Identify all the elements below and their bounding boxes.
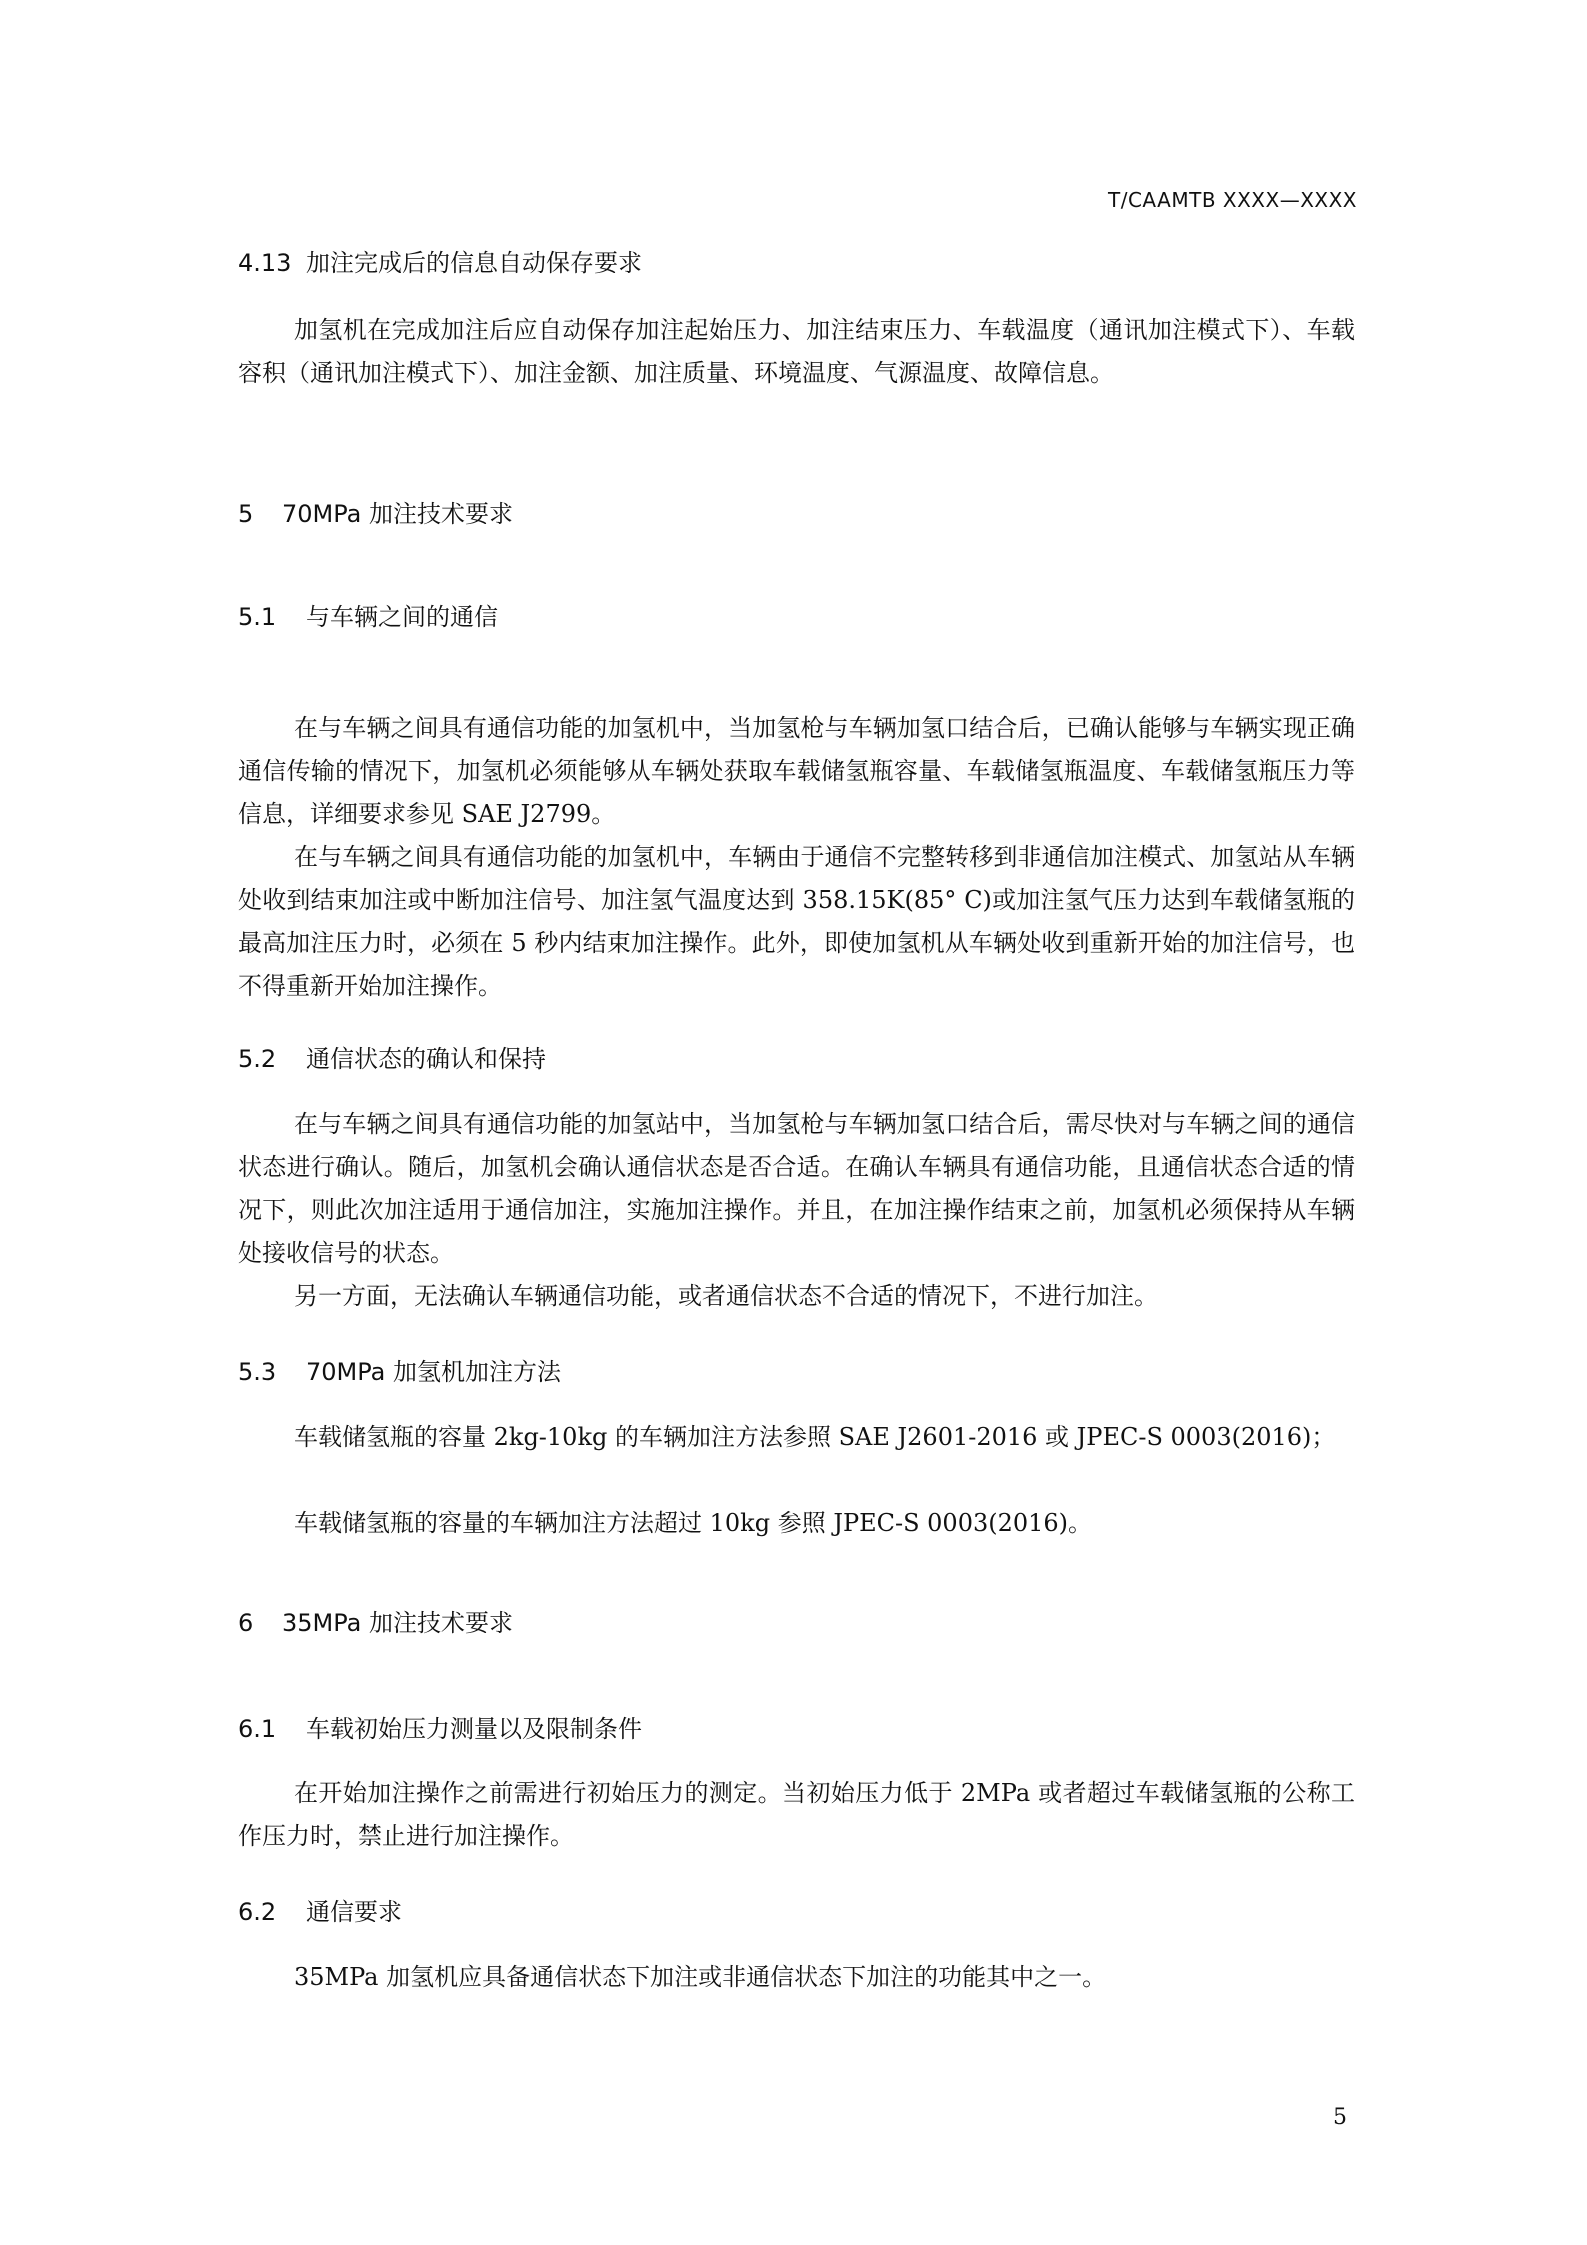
heading-number: 6.2 <box>238 1898 277 1926</box>
heading-number: 5.1 <box>238 603 277 631</box>
heading-title: 加注完成后的信息自动保存要求 <box>306 249 642 277</box>
heading-6-2 <box>238 1892 402 1927</box>
heading-5-1 <box>238 597 498 632</box>
paragraph-6-2: 35MPa 加氢机应具备通信状态下加注或非通信状态下加注的功能其中之一。 <box>294 1963 1107 1991</box>
heading-5 <box>238 494 513 529</box>
paragraph-5-3-a: 车载储氢瓶的容量 2kg-10kg 的车辆加注方法参照 SAE J2601-2016 或 JPEC-S 0003(2016)； <box>294 1423 1336 1451</box>
heading-5-2 <box>238 1039 546 1074</box>
paragraph-5-2-b: 另一方面，无法确认车辆通信功能，或者通信状态不合适的情况下，不进行加注。 <box>294 1282 1158 1310</box>
heading-4-13 <box>238 243 642 278</box>
heading-6 <box>238 1603 513 1638</box>
paragraph-5-1-a: 在与车辆之间具有通信功能的加氢机中，当加氢枪与车辆加氢口结合后，已确认能够与车辆实现正确通信传输的情况下，加氢机必须能够从车辆处获取车载储氢瓶容量、车载储氢瓶温度、车载储氢瓶压力等信息，详细要求参见 SAE J2799。 <box>238 714 1355 828</box>
heading-title: 通信状态的确认和保持 <box>306 1045 546 1073</box>
heading-number: 6 <box>238 1609 254 1637</box>
heading-number: 5.3 <box>238 1358 277 1386</box>
heading-6-1 <box>238 1709 642 1744</box>
heading-title: 与车辆之间的通信 <box>306 603 498 631</box>
document-id-header: T/CAAMTB XXXX—XXXX <box>1108 188 1357 212</box>
heading-number: 4.13 <box>238 249 292 277</box>
heading-title: 70MPa 加注技术要求 <box>282 500 513 528</box>
heading-5-3 <box>238 1352 561 1387</box>
heading-number: 5 <box>238 500 254 528</box>
paragraph-6-1: 在开始加注操作之前需进行初始压力的测定。当初始压力低于 2MPa 或者超过车载储氢瓶的公称工作压力时，禁止进行加注操作。 <box>238 1779 1355 1850</box>
paragraph-4-13: 加氢机在完成加注后应自动保存加注起始压力、加注结束压力、车载温度（通讯加注模式下）、车载容积（通讯加注模式下）、加注金额、加注质量、环境温度、气源温度、故障信息。 <box>238 316 1355 387</box>
paragraph-5-3-b: 车载储氢瓶的容量的车辆加注方法超过 10kg 参照 JPEC-S 0003(2016)。 <box>294 1509 1093 1537</box>
heading-title: 70MPa 加氢机加注方法 <box>306 1358 561 1386</box>
page-number: 5 <box>1333 2105 1347 2130</box>
heading-number: 5.2 <box>238 1045 277 1073</box>
paragraph-5-2-a: 在与车辆之间具有通信功能的加氢站中，当加氢枪与车辆加氢口结合后，需尽快对与车辆之间的通信状态进行确认。随后，加氢机会确认通信状态是否合适。在确认车辆具有通信功能，且通信状态合适的情况下，则此次加注适用于通信加注，实施加注操作。并且，在加注操作结束之前，加氢机必须保持从车辆处接收信号的状态。 <box>238 1110 1355 1267</box>
paragraph-5-1-b: 在与车辆之间具有通信功能的加氢机中，车辆由于通信不完整转移到非通信加注模式、加氢站从车辆处收到结束加注或中断加注信号、加注氢气温度达到 358.15K(85° C)或加注氢气压力达到车载储氢瓶的最高加注压力时，必须在 5 秒内结束加注操作。此外，即使加氢机从车辆处收到重新开始的加注信号，也不得重新开始加注操作。 <box>238 843 1355 1000</box>
heading-title: 35MPa 加注技术要求 <box>282 1609 513 1637</box>
heading-title: 通信要求 <box>306 1898 402 1926</box>
heading-title: 车载初始压力测量以及限制条件 <box>306 1715 642 1743</box>
heading-number: 6.1 <box>238 1715 277 1743</box>
